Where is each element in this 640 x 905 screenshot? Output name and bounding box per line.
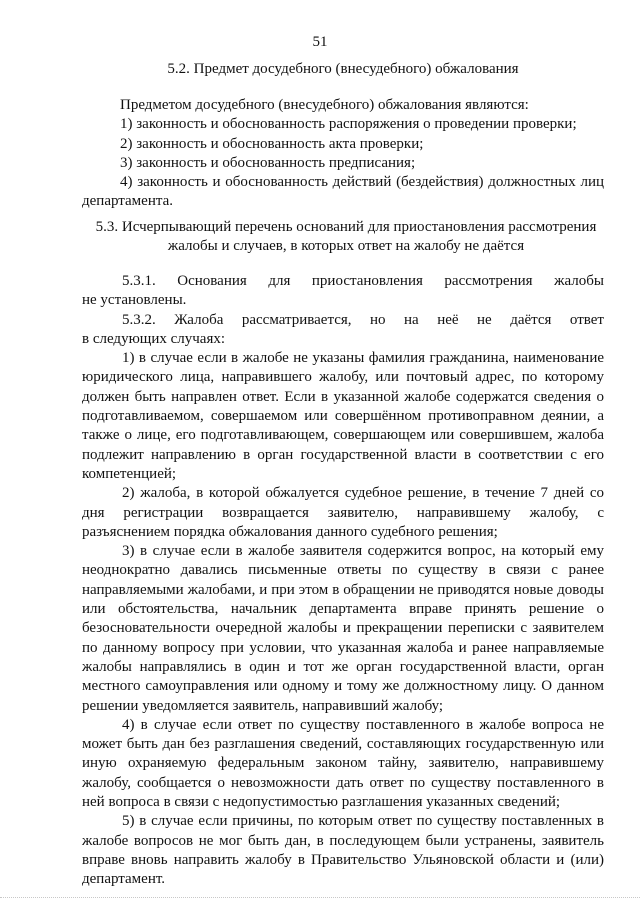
paragraph-5-3-1-rest: не установлены. <box>82 292 187 309</box>
subject-item-4: 4) законность и обоснованность действий (бездействия) должностных лиц департамента. <box>82 174 604 210</box>
case-4: 4) в случае если ответ по существу поставленного в жалобе вопроса не может быть дан без разглашения сведений, составляющих государственную или иную охраняемую федеральным законом тайну, заявителю, направившему жалобу, сообщается о невозможности дать ответ по существу поставленного в ней вопроса в связи с недопустимостью разглашения указанных сведений; <box>82 716 604 811</box>
subject-item-3: 3) законность и обоснованность предписания; <box>120 154 416 171</box>
subject-item-2: 2) законность и обоснованность акта проверки; <box>120 135 424 152</box>
p532-w6: не <box>477 311 492 328</box>
paragraph-5-3-1-line <box>82 272 604 291</box>
p531-w5: жалобы <box>554 273 604 289</box>
p531-w3: приостановления <box>311 273 423 289</box>
p531-w2: для <box>268 273 291 289</box>
p532-w0: 5.3.2. <box>122 311 156 328</box>
p531-w1: Основания <box>177 273 247 289</box>
case-3: 3) в случае если в жалобе заявителя содержится вопрос, на который ему неоднократно давались письменные ответы по существу в связи с ранее направляемыми жалобами, и при этом в обращении не приводятся новые доводы или обстоятельства, начальник департамента вправе принять решение о безосновательности очередной жалобы и прекращении переписки с заявителем по данному вопросу при условии, что указанная жалоба и ранее направляемые жалобы направлялись в один и тот же орган государственной власти, орган местного самоуправления или одному и тому же должностному лицу. О данном решении уведомляется заявитель, направивший жалобу; <box>82 543 604 714</box>
page-number: 51 <box>312 34 328 50</box>
section-5-2-heading: 5.2. Предмет досудебного (внесудебного) обжалования <box>167 61 519 77</box>
p531-w0: 5.3.1. <box>122 273 156 289</box>
p532-w4: на <box>404 311 419 328</box>
section-5-3-heading: 5.3. Исчерпывающий перечень оснований для приостановления рассмотрения жалобы и случаев, в которых ответ на жалобу не даётся <box>95 219 597 254</box>
case-2: 2) жалоба, в которой обжалуется судебное решение, в течение 7 дней со дня регистрации возвращается заявителю, направившему жалобу, с разъяснением порядка обжалования данного судебного решения; <box>82 485 604 540</box>
p531-w4: рассмотрения <box>444 273 533 289</box>
p532-w5: неё <box>437 311 459 328</box>
section-5-3-body <box>82 272 604 890</box>
section-5-2-body <box>82 96 604 212</box>
section-5-2-intro: Предметом досудебного (внесудебного) обжалования являются: <box>120 97 529 113</box>
p532-w7: даётся <box>510 311 552 328</box>
subject-item-1: 1) законность и обоснованность распоряжения о проведении проверки; <box>120 116 577 133</box>
paragraph-5-3-2-rest: в следующих случаях: <box>82 330 226 347</box>
paragraph-5-3-2-line <box>82 311 604 330</box>
case-1: 1) в случае если в жалобе не указаны фамилия гражданина, наименование юридического лица, направившего жалобу, или почтовый адрес, по которому должен быть направлен ответ. Если в указанной жалобе содержатся сведения о подготавливаемом, совершаемом или совершённом противоправном деянии, а также о лице, его подготавливающем, совершающем или совершившем, жалоба подлежит направлению в орган государственной власти в соответствии с его компетенцией; <box>82 350 604 482</box>
p532-w2: рассматривается, <box>241 311 352 328</box>
scan-edge <box>0 897 640 899</box>
p532-w3: но <box>370 311 386 328</box>
case-5: 5) в случае если причины, по которым ответ по существу поставленных в жалобе вопросов не мог быть дан, в последующем были устранены, заявитель вправе вновь направить жалобу в Правительство Ульяновской области и (или) департамент. <box>82 813 604 888</box>
p532-w8: ответ <box>569 311 604 328</box>
p532-w1: Жалоба <box>174 311 224 328</box>
